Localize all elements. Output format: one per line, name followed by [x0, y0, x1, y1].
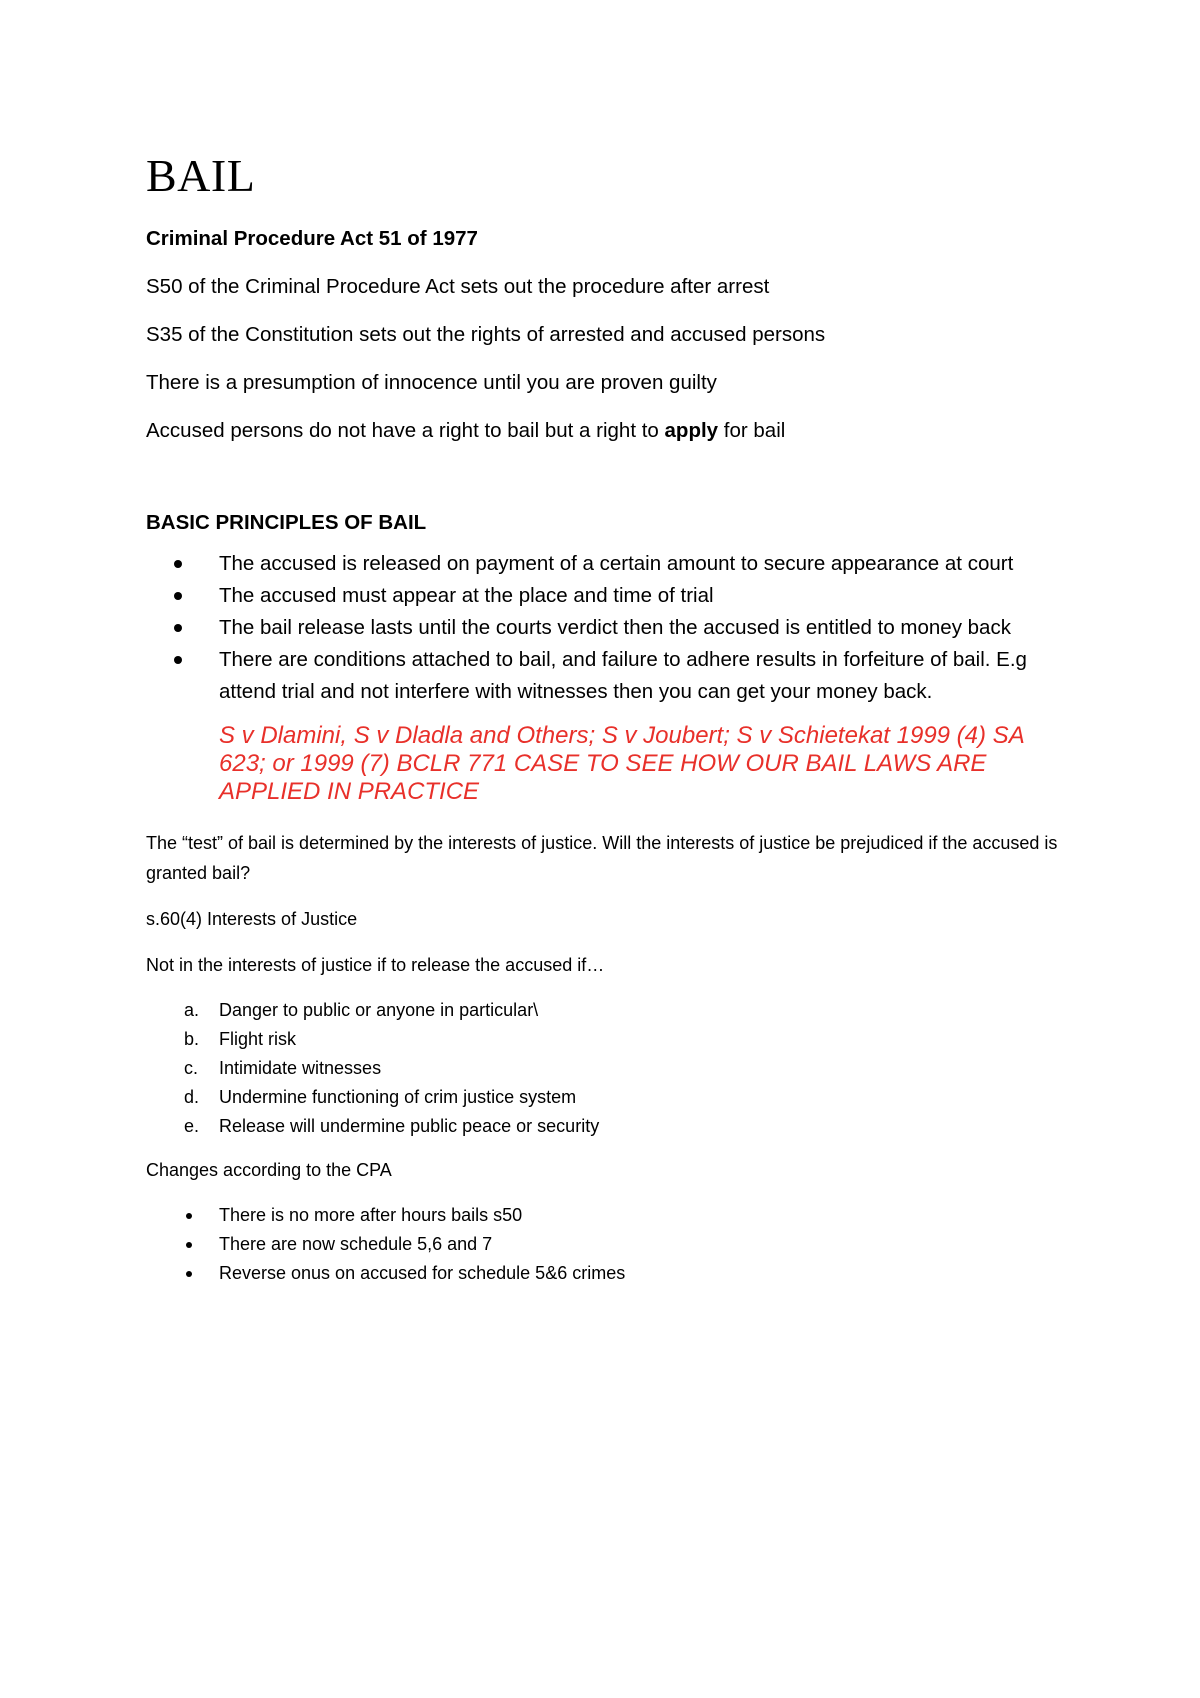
list-item: [146, 548, 1076, 580]
factors-list: [146, 996, 1076, 1141]
not-in-interest-line: Not in the interests of justice if to release the accused if…: [146, 955, 605, 975]
s50-line: S50 of the Criminal Procedure Act sets out the procedure after arrest: [146, 275, 770, 298]
list-marker: c.: [184, 1058, 199, 1078]
bullet-icon: [174, 624, 182, 632]
bullet-icon: [186, 1213, 192, 1219]
list-item: [146, 580, 1076, 612]
s35-line: S35 of the Constitution sets out the rights of arrested and accused persons: [146, 323, 826, 346]
list-item-text: There is no more after hours bails s50: [219, 1205, 523, 1225]
list-marker: d.: [184, 1087, 200, 1107]
list-item: [146, 1201, 1076, 1230]
document-body: [146, 148, 1076, 1288]
list-item-text: The accused is released on payment of a certain amount to secure appearance at court: [219, 552, 1014, 575]
section-reference: s.60(4) Interests of Justice: [146, 909, 358, 929]
list-item-text: There are now schedule 5,6 and 7: [219, 1234, 493, 1254]
bail-right-emphasis: apply: [664, 419, 719, 442]
bullet-icon: [186, 1271, 192, 1277]
presumption-line: There is a presumption of innocence until you are proven guilty: [146, 371, 717, 394]
bullet-icon: [174, 592, 182, 600]
list-item: [146, 996, 1076, 1025]
list-item-text: Undermine functioning of crim justice system: [219, 1087, 577, 1107]
list-item: [146, 1083, 1076, 1112]
changes-heading: Changes according to the CPA: [146, 1160, 392, 1180]
list-item-text: The bail release lasts until the courts verdict then the accused is entitled to money back: [219, 616, 1011, 639]
list-item: [146, 612, 1076, 644]
document-title: BAIL: [146, 150, 256, 201]
act-heading: Criminal Procedure Act 51 of 1977: [146, 227, 478, 250]
list-item: [146, 1025, 1076, 1054]
test-paragraph: The “test” of bail is determined by the interests of justice. Will the interests of justice be prejudiced if the accused is granted bail?: [146, 833, 1058, 883]
list-item-text: Reverse onus on accused for schedule 5&6 crimes: [219, 1263, 626, 1283]
bullet-icon: [174, 560, 182, 568]
changes-list: [146, 1201, 1076, 1288]
list-marker: b.: [184, 1029, 200, 1049]
list-item-text: Flight risk: [219, 1029, 297, 1049]
list-item-text: Release will undermine public peace or security: [219, 1116, 600, 1136]
list-item-text: There are conditions attached to bail, and failure to adhere results in forfeiture of bail. E.g attend trial and not interfere with witnesses then you can get your money back.: [219, 648, 1027, 703]
list-item: [146, 1112, 1076, 1141]
list-marker: a.: [184, 1000, 200, 1020]
bullet-icon: [186, 1242, 192, 1248]
list-item-text: Danger to public or anyone in particular\: [219, 1000, 539, 1020]
list-item-text: The accused must appear at the place and time of trial: [219, 584, 714, 607]
bail-right-after: for bail: [718, 419, 786, 442]
bullet-icon: [174, 656, 182, 664]
case-reference: S v Dlamini, S v Dladla and Others; S v Joubert; S v Schietekat 1999 (4) SA 623; or 1999 (7) BCLR 771 CASE TO SEE HOW OUR BAIL LAWS ARE APPLIED IN PRACTICE: [219, 722, 1024, 805]
list-item-text: Intimidate witnesses: [219, 1058, 382, 1078]
list-item: [146, 1230, 1076, 1259]
list-marker: e.: [184, 1116, 200, 1136]
list-item: [146, 1054, 1076, 1083]
principles-list: [146, 548, 1076, 708]
list-item: [146, 644, 1076, 708]
list-item: [146, 1259, 1076, 1288]
bail-right-line: [146, 416, 1076, 446]
principles-heading: BASIC PRINCIPLES OF BAIL: [146, 511, 427, 534]
bail-right-before: Accused persons do not have a right to bail but a right to: [146, 419, 665, 442]
